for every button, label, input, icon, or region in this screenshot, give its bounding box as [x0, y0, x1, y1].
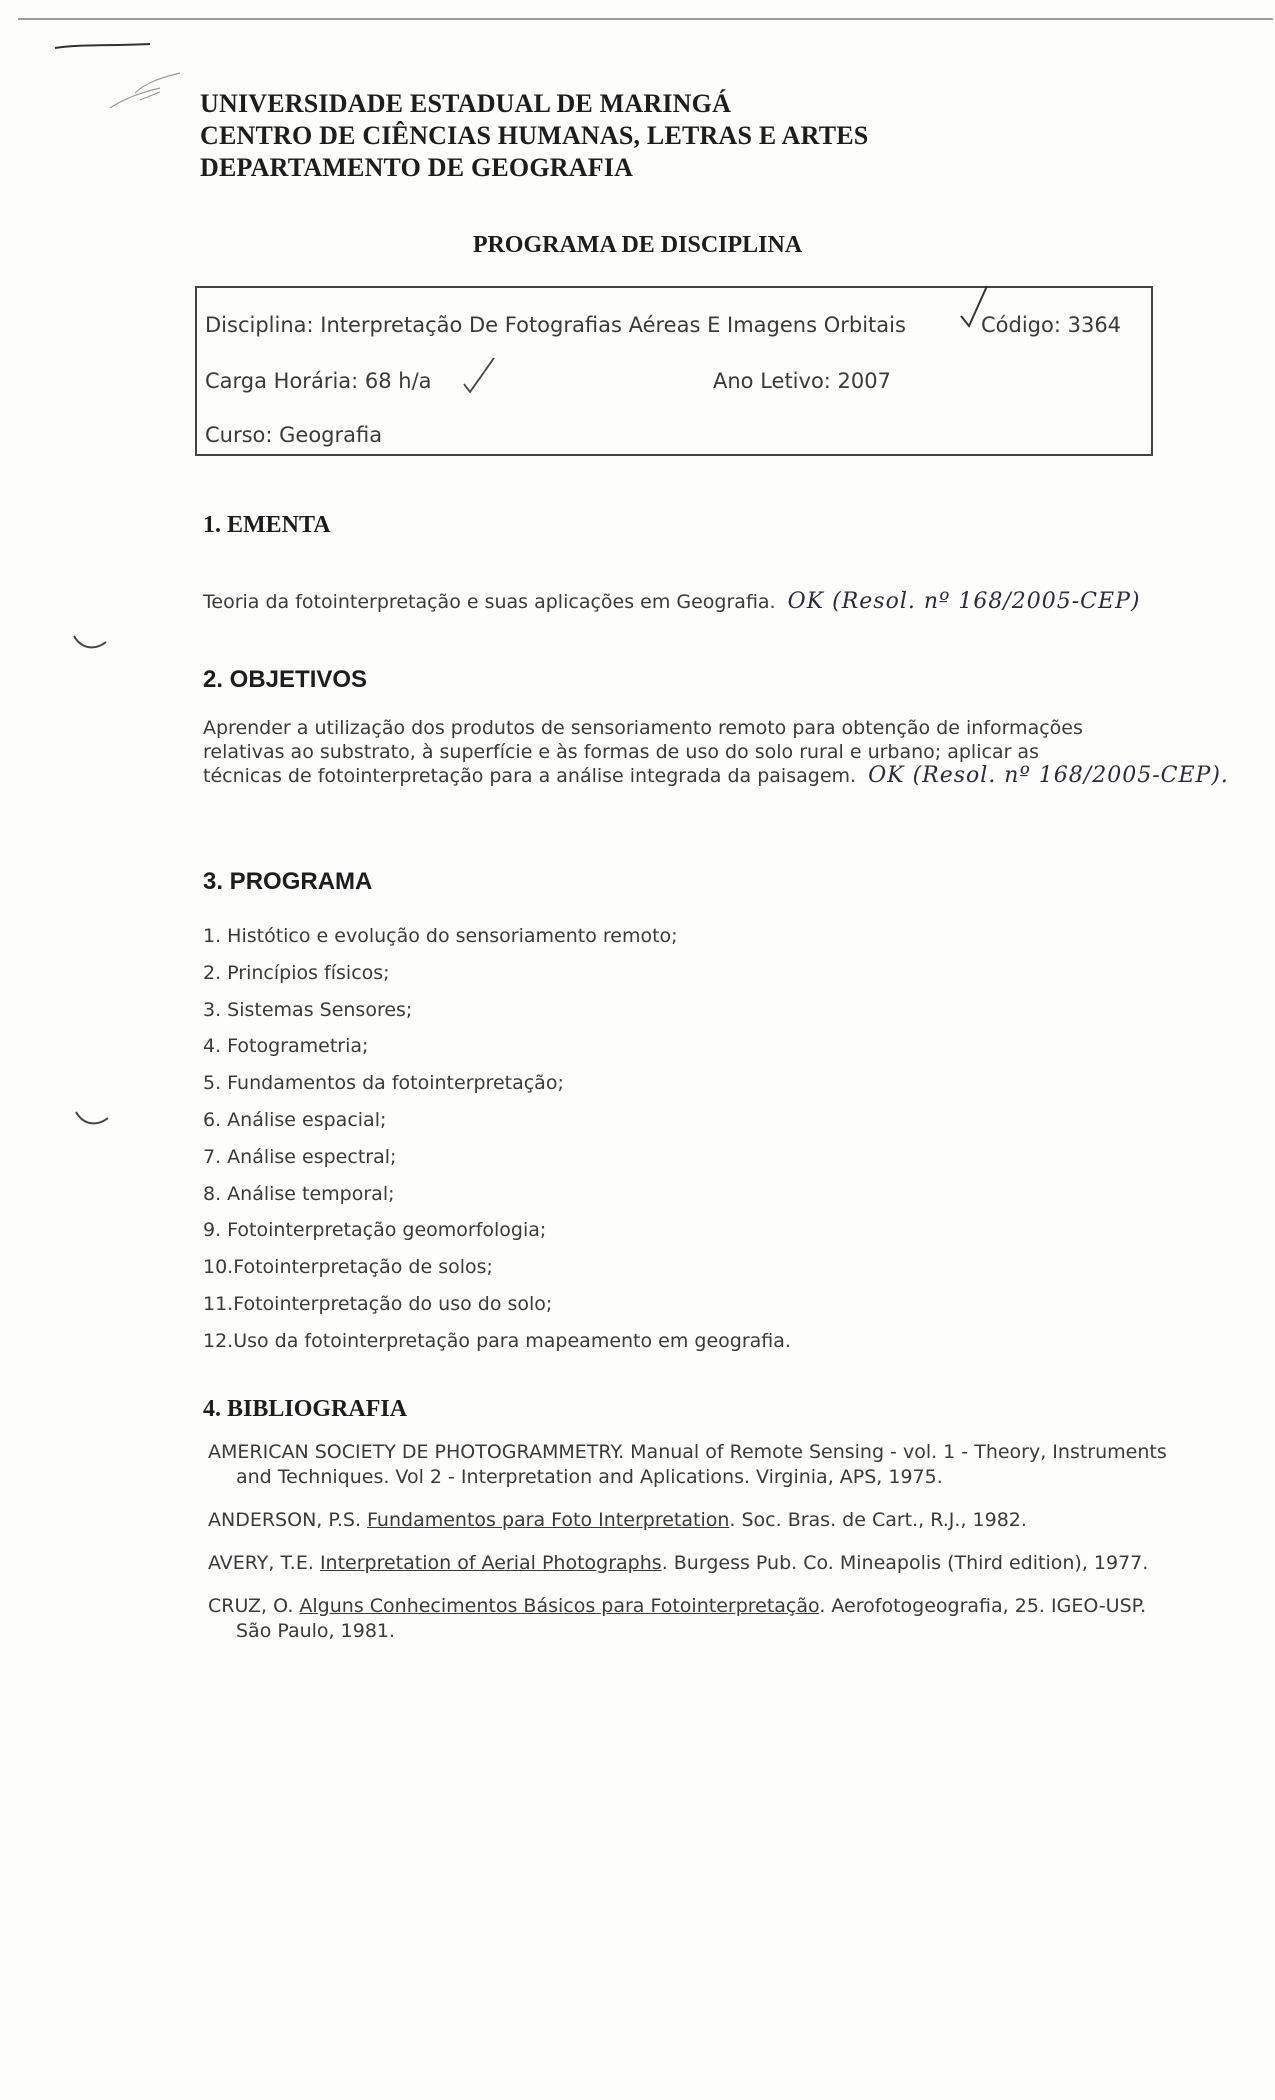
- bib-title: Interpretation of Aerial Photographs: [319, 1552, 662, 1574]
- list-item: 6. Análise espacial;: [203, 1108, 387, 1131]
- objetivos-line: relativas ao substrato, à superfície e às formas de uso do solo rural e urbano; aplicar as: [203, 741, 1039, 763]
- course-info-box: [195, 286, 1153, 456]
- bibliography-entry: [208, 1440, 1168, 1490]
- university-name: UNIVERSIDADE ESTADUAL DE MARINGÁ: [200, 89, 732, 118]
- ementa-heading: 1. EMENTA: [203, 512, 331, 538]
- bib-publisher: . Soc. Bras. de Cart., R.J., 1982.: [729, 1509, 1027, 1531]
- margin-tick-mark: [74, 1108, 110, 1130]
- institution-header: [200, 88, 868, 184]
- bib-author: ANDERSON, P.S.: [208, 1509, 368, 1531]
- list-item: 3. Sistemas Sensores;: [203, 998, 413, 1021]
- ementa-text: [203, 590, 1140, 614]
- bibliography-entry: [208, 1551, 1168, 1576]
- check-mark-icon: [460, 354, 500, 398]
- bib-author: AVERY, T.E.: [208, 1552, 320, 1574]
- codigo-field: Código: 3364: [981, 313, 1122, 337]
- ementa-body: Teoria da fotointerpretação e suas aplicações em Geografia.: [203, 591, 776, 613]
- ano-letivo-field: Ano Letivo: 2007: [713, 369, 891, 393]
- bib-title: Alguns Conhecimentos Básicos para Fotointerpretação: [299, 1595, 820, 1617]
- page-title: PROGRAMA DE DISCIPLINA: [472, 232, 803, 258]
- list-item: 11.Fotointerpretação do uso do solo;: [203, 1292, 553, 1315]
- bibliography-entry: [208, 1508, 1168, 1533]
- carga-horaria-field: Carga Horária: 68 h/a: [205, 369, 432, 393]
- bib-author: CRUZ, O.: [208, 1595, 300, 1617]
- programa-heading: 3. PROGRAMA: [203, 868, 373, 895]
- page-top-rule: [18, 18, 1273, 20]
- list-item: 5. Fundamentos da fotointerpretação;: [203, 1072, 564, 1095]
- curso-field: Curso: Geografia: [205, 423, 383, 447]
- list-item: 7. Análise espectral;: [203, 1145, 397, 1168]
- bibliografia-list: [208, 1440, 1168, 1662]
- department-name: DEPARTAMENTO DE GEOGRAFIA: [200, 153, 634, 182]
- objetivos-line: técnicas de fotointerpretação para a análise integrada da paisagem.: [203, 765, 857, 787]
- list-item: 10.Fotointerpretação de solos;: [203, 1256, 493, 1279]
- margin-tick-mark: [72, 632, 108, 654]
- list-item: 9. Fotointerpretação geomorfologia;: [203, 1219, 547, 1242]
- bibliography-entry: [208, 1594, 1168, 1644]
- objetivos-line-last: [203, 764, 1229, 788]
- handwritten-approval-note: OK (Resol. nº 168/2005-CEP): [787, 589, 1141, 614]
- bibliografia-heading: 4. BIBLIOGRAFIA: [203, 1396, 408, 1422]
- objetivos-heading: 2. OBJETIVOS: [203, 666, 368, 693]
- list-item: 1. Histótico e evolução do sensoriamento remoto;: [203, 925, 678, 947]
- disciplina-field: Disciplina: Interpretação De Fotografias Aéreas E Imagens Orbitais: [205, 313, 906, 337]
- bib-text: AMERICAN SOCIETY DE PHOTOGRAMMETRY. Manual of Remote Sensing - vol. 1 - Theory, Instruments and Techniques. Vol 2 - Interpretation and Aplications. Virginia, APS, 1975.: [208, 1441, 1167, 1488]
- list-item: 12.Uso da fotointerpretação para mapeamento em geografia.: [203, 1329, 791, 1352]
- objetivos-line: Aprender a utilização dos produtos de sensoriamento remoto para obtenção de informações: [203, 717, 1083, 739]
- bib-title: Fundamentos para Foto Interpretation: [367, 1509, 730, 1531]
- scribble-mark: [50, 38, 200, 108]
- list-item: 2. Princípios físicos;: [203, 961, 390, 984]
- bib-publisher: . Aerofotogeografia, 25. IGEO-USP. São Paulo, 1981.: [236, 1595, 1147, 1642]
- center-name: CENTRO DE CIÊNCIAS HUMANAS, LETRAS E ARTES: [200, 121, 869, 150]
- list-item: 4. Fotogrametria;: [203, 1035, 369, 1058]
- list-item: 8. Análise temporal;: [203, 1182, 395, 1205]
- bib-publisher: . Burgess Pub. Co. Mineapolis (Third edition), 1977.: [661, 1552, 1149, 1574]
- handwritten-approval-note: OK (Resol. nº 168/2005-CEP).: [868, 763, 1229, 788]
- objetivos-text: [203, 716, 1229, 788]
- programa-list: [203, 918, 791, 1360]
